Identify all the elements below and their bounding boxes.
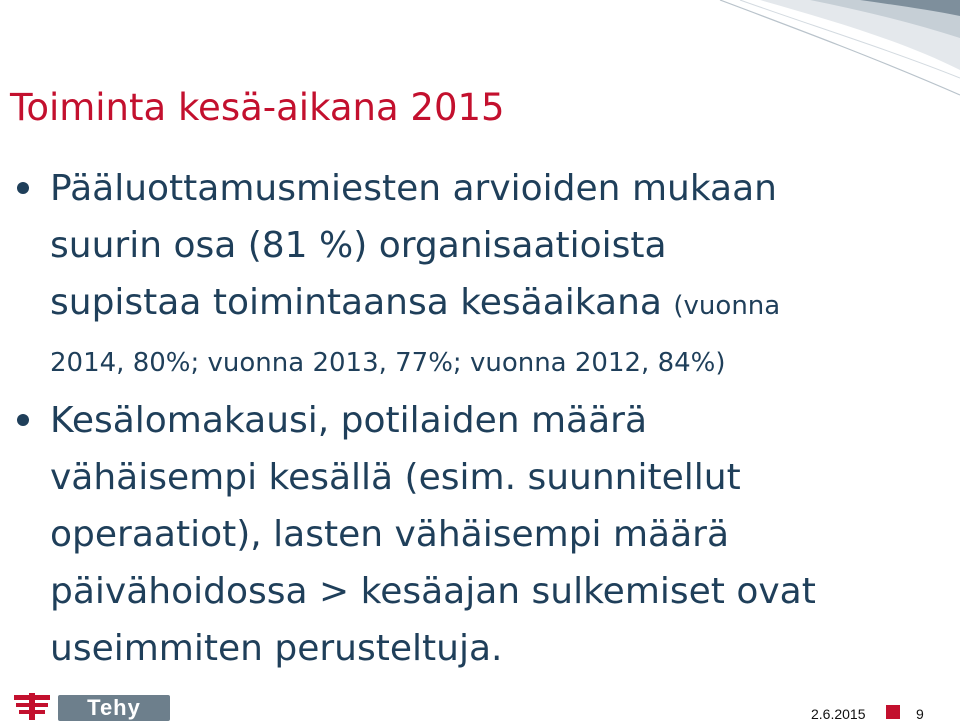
- bullet-list: [0, 160, 940, 677]
- bullet-item: [0, 392, 940, 677]
- corner-decoration: [700, 0, 960, 110]
- bullet-dot-icon: [17, 414, 29, 426]
- logo-text: Tehy: [87, 695, 141, 720]
- bullet-line: vähäisempi kesällä (esim. suunnitellut: [50, 457, 741, 498]
- bullet-line-text: supistaa toimintaansa kesäaikana: [50, 282, 662, 323]
- page-number: 9: [916, 706, 924, 722]
- bullet-item: [0, 160, 940, 392]
- bullet-line: [50, 274, 940, 335]
- footer-date: 2.6.2015: [811, 706, 866, 722]
- bullet-line: operaatiot), lasten vähäisempi määrä: [50, 514, 730, 555]
- bullet-line: useimmiten perusteltuja.: [50, 628, 503, 669]
- tehy-logo: [12, 691, 170, 721]
- statistics-note-inline: (vuonna: [673, 291, 781, 321]
- statistics-note: 2014, 80%; vuonna 2013, 77%; vuonna 2012, 84%): [50, 348, 726, 378]
- bullet-line: Kesälomakausi, potilaiden määrä: [50, 400, 648, 441]
- logo-wordmark: [58, 695, 170, 721]
- bullet-line: suurin osa (81 %) organisaatioista: [50, 225, 667, 266]
- tehy-emblem-icon: [12, 691, 52, 721]
- bullet-line: Pääluottamusmiesten arvioiden mukaan: [50, 168, 777, 209]
- footer: [0, 685, 960, 725]
- slide-title: Toiminta kesä-aikana 2015: [10, 86, 505, 129]
- bullet-dot-icon: [17, 182, 29, 194]
- bullet-line: päivähoidossa > kesäajan sulkemiset ovat: [50, 571, 816, 612]
- footer-accent-square: [886, 705, 900, 719]
